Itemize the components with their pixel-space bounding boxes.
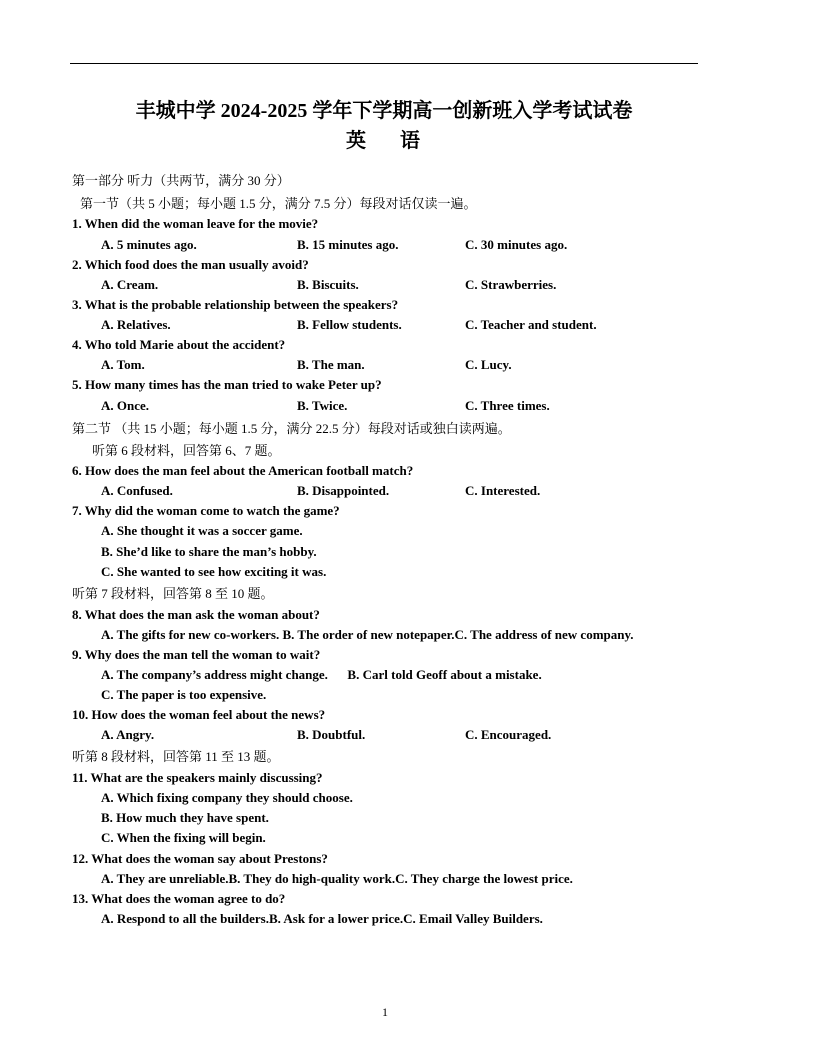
q6-option-a: A. Confused. xyxy=(101,483,173,498)
q1-option-b: B. 15 minutes ago. xyxy=(297,237,399,252)
question-7: 7. Why did the woman come to watch the game? xyxy=(72,503,340,518)
q2-option-b: B. Biscuits. xyxy=(297,277,359,292)
question-13: 13. What does the woman agree to do? xyxy=(72,891,286,906)
q10-option-c: C. Encouraged. xyxy=(465,727,552,742)
q8-options: A. The gifts for new co-workers. B. The order of new notepaper.C. The address of new company. xyxy=(101,627,634,642)
material-7-instruction: 听第 7 段材料，回答第 8 至 10 题。 xyxy=(72,586,274,601)
material-8-instruction: 听第 8 段材料，回答第 11 至 13 题。 xyxy=(72,749,280,764)
header-rule xyxy=(70,63,698,64)
material-6-instruction: 听第 6 段材料，回答第 6、7 题。 xyxy=(92,443,281,458)
q4-option-b: B. The man. xyxy=(297,357,365,372)
question-8: 8. What does the man ask the woman about? xyxy=(72,607,320,622)
question-6: 6. How does the man feel about the American football match? xyxy=(72,463,414,478)
question-9: 9. Why does the man tell the woman to wait? xyxy=(72,647,321,662)
q2-option-a: A. Cream. xyxy=(101,277,159,292)
q6-option-c: C. Interested. xyxy=(465,483,541,498)
exam-title: 丰城中学 2024-2025 学年下学期高一创新班入学考试试卷 xyxy=(135,100,633,122)
q5-option-c: C. Three times. xyxy=(465,398,550,413)
q3-option-a: A. Relatives. xyxy=(101,317,171,332)
subject-char-1: 英 xyxy=(346,130,368,152)
question-1: 1. When did the woman leave for the movie? xyxy=(72,216,319,231)
question-12: 12. What does the woman say about Prestons? xyxy=(72,851,328,866)
q9-options-ab: A. The company’s address might change. B. Carl told Geoff about a mistake. xyxy=(101,667,542,682)
part1-heading: 第一部分 听力（共两节，满分 30 分） xyxy=(72,173,290,188)
q5-option-a: A. Once. xyxy=(101,398,150,413)
q3-option-c: C. Teacher and student. xyxy=(465,317,597,332)
q4-option-c: C. Lucy. xyxy=(465,357,512,372)
subject-title xyxy=(70,127,698,155)
q10-option-b: B. Doubtful. xyxy=(297,727,366,742)
q11-option-c: C. When the fixing will begin. xyxy=(101,830,266,845)
q7-option-a: A. She thought it was a soccer game. xyxy=(101,523,303,538)
q3-option-b: B. Fellow students. xyxy=(297,317,402,332)
subject-char-2: 语 xyxy=(400,130,422,152)
question-4: 4. Who told Marie about the accident? xyxy=(72,337,286,352)
q6-option-b: B. Disappointed. xyxy=(297,483,390,498)
page-number: 1 xyxy=(382,1005,388,1019)
q4-option-a: A. Tom. xyxy=(101,357,145,372)
question-2: 2. Which food does the man usually avoid? xyxy=(72,257,309,272)
q7-option-c: C. She wanted to see how exciting it was. xyxy=(101,564,327,579)
q5-option-b: B. Twice. xyxy=(297,398,348,413)
question-5: 5. How many times has the man tried to wake Peter up? xyxy=(72,377,382,392)
question-3: 3. What is the probable relationship between the speakers? xyxy=(72,297,399,312)
q12-options: A. They are unreliable.B. They do high-quality work.C. They charge the lowest price. xyxy=(101,871,573,886)
q11-option-a: A. Which fixing company they should choose. xyxy=(101,790,353,805)
q1-option-a: A. 5 minutes ago. xyxy=(101,237,197,252)
question-11: 11. What are the speakers mainly discussing? xyxy=(72,770,323,785)
section1-heading: 第一节（共 5 小题；每小题 1.5 分，满分 7.5 分）每段对话仅读一遍。 xyxy=(80,196,477,211)
section2-heading: 第二节 （共 15 小题；每小题 1.5 分，满分 22.5 分）每段对话或独白读两遍。 xyxy=(72,421,511,436)
q13-options: A. Respond to all the builders.B. Ask for a lower price.C. Email Valley Builders. xyxy=(101,911,543,926)
q9-option-c: C. The paper is too expensive. xyxy=(101,687,267,702)
q1-option-c: C. 30 minutes ago. xyxy=(465,237,568,252)
q11-option-b: B. How much they have spent. xyxy=(101,810,269,825)
q7-option-b: B. She’d like to share the man’s hobby. xyxy=(101,544,317,559)
q2-option-c: C. Strawberries. xyxy=(465,277,557,292)
q10-option-a: A. Angry. xyxy=(101,727,155,742)
question-10: 10. How does the woman feel about the news? xyxy=(72,707,326,722)
